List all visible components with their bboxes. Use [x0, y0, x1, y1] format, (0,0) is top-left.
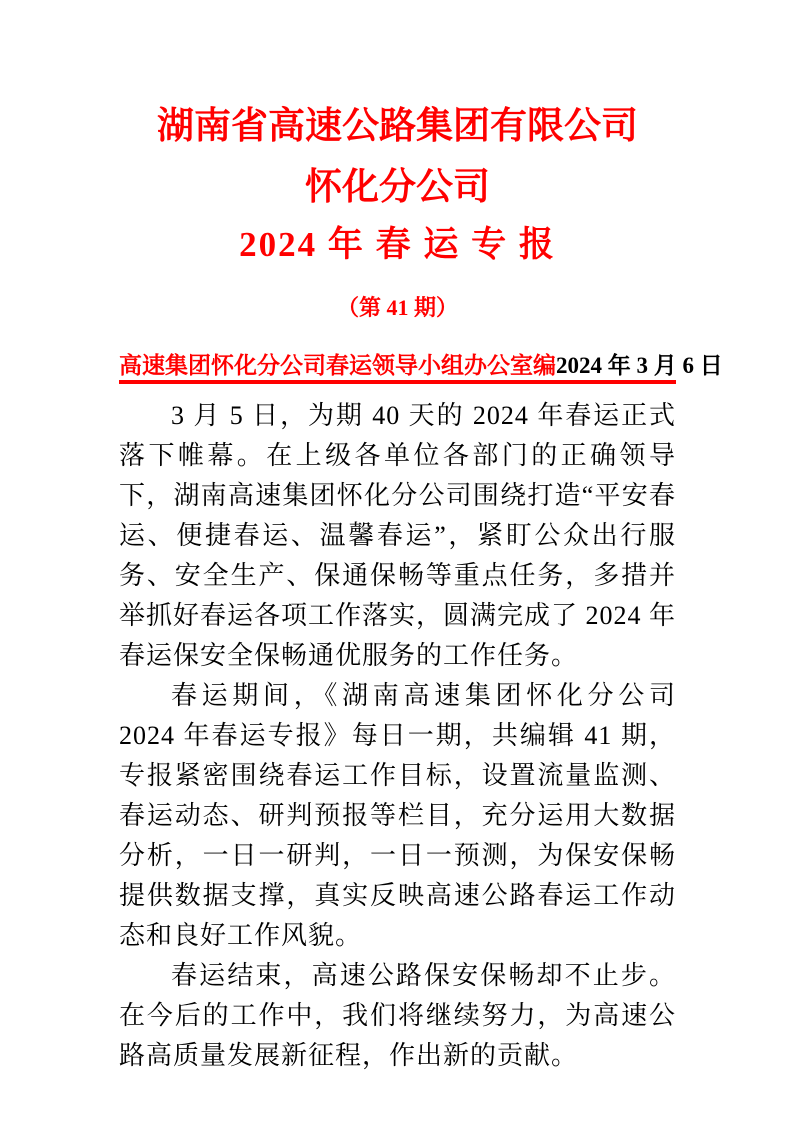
body-paragraph-3: 春运结束，高速公路保安保畅却不止步。在今后的工作中，我们将继续努力，为高速公路高质量发展新征程，作出新的贡献。 — [119, 961, 676, 1070]
red-divider — [119, 380, 676, 384]
issue-number: （第 41 期） — [336, 295, 458, 320]
editor-row — [119, 347, 723, 380]
publish-date: 2024 年 3 月 6 日 — [556, 353, 723, 378]
report-masthead — [119, 0, 723, 384]
branch-title: 怀化分公司 — [305, 166, 490, 207]
body-paragraph-2: 春运期间，《湖南高速集团怀化分公司 2024 年春运专报》每日一期，共编辑 41 期，专报紧密围绕春运工作目标，设置流量监测、春运动态、研判预报等栏目，充分运用大数据分析，一日一研判，一日一预测，为保安保畅提供数据支撑，真实反映高速公路春运工作动态和良好工作风貌。 — [119, 681, 676, 950]
editor-label: 高速集团怀化分公司春运领导小组办公室编 — [119, 352, 556, 378]
report-title: 2024 年 春 运 专 报 — [239, 225, 556, 264]
org-title: 湖南省高速公路集团有限公司 — [157, 105, 638, 146]
report-body — [119, 396, 676, 1076]
body-paragraph-1: 3 月 5 日，为期 40 天的 2024 年春运正式落下帷幕。在上级各单位各部门的正确领导下，湖南高速集团怀化分公司围绕打造“平安春运、便捷春运、温馨春运”，紧盯公众出行服务、安全生产、保通保畅等重点任务，多措并举抓好春运各项工作落实，圆满完成了 2024 年春运保安全保畅通优服务的工作任务。 — [119, 401, 677, 670]
